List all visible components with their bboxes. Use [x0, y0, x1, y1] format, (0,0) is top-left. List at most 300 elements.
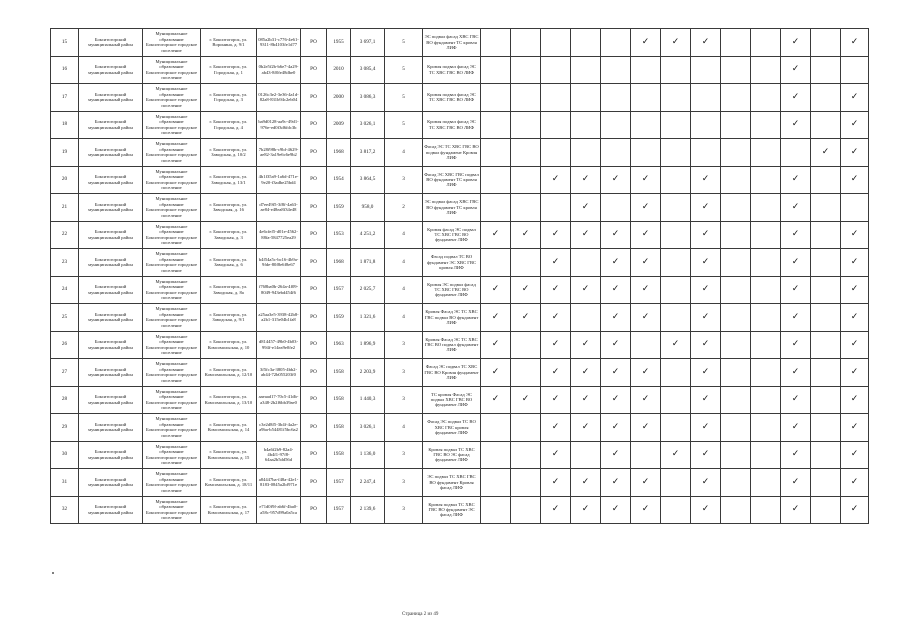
program-cell: РО	[301, 496, 327, 524]
empty-work-cell	[661, 84, 691, 112]
empty-work-cell	[721, 359, 751, 387]
works-list-cell: Фасад ЭС подвал ТС ХВС ГВС ВО Кровля фундамент ЛИФ	[423, 359, 481, 387]
empty-work-cell	[721, 331, 751, 359]
check-mark-icon: ✓	[601, 386, 631, 414]
check-mark-icon: ✓	[841, 496, 869, 524]
empty-work-cell	[751, 386, 781, 414]
address-cell: г. Бокситогорск, ул. Заводская, д. 9/1	[201, 304, 257, 332]
check-mark-icon: ✓	[691, 166, 721, 194]
empty-work-cell	[511, 469, 541, 497]
area-cell: 2 139,6	[351, 496, 385, 524]
empty-work-cell	[661, 359, 691, 387]
table-row	[51, 414, 869, 442]
area-cell: 3 864,5	[351, 166, 385, 194]
address-cell: г. Бокситогорск, ул. Городская, д. 1	[201, 56, 257, 84]
area-cell: 1 440,3	[351, 386, 385, 414]
empty-work-cell	[601, 56, 631, 84]
floors-cell: 4	[385, 249, 423, 277]
check-mark-icon: ✓	[541, 331, 571, 359]
empty-work-cell	[751, 469, 781, 497]
address-cell: г. Бокситогорск, ул. Комсомольская, д. 18/11	[201, 469, 257, 497]
empty-work-cell	[751, 166, 781, 194]
district-cell: Бокситогорский муниципальный район	[79, 221, 143, 249]
check-mark-icon: ✓	[841, 441, 869, 469]
empty-work-cell	[751, 84, 781, 112]
check-mark-icon: ✓	[631, 386, 661, 414]
floors-cell: 3	[385, 359, 423, 387]
empty-work-cell	[661, 469, 691, 497]
row-number: 15	[51, 29, 79, 57]
check-mark-icon: ✓	[631, 29, 661, 57]
row-number: 21	[51, 194, 79, 222]
check-mark-icon: ✓	[631, 249, 661, 277]
district-cell: Бокситогорский муниципальный район	[79, 414, 143, 442]
floors-cell: 4	[385, 414, 423, 442]
table-row	[51, 84, 869, 112]
table-row	[51, 469, 869, 497]
year-cell: 1957	[327, 469, 351, 497]
empty-work-cell	[721, 249, 751, 277]
check-mark-icon: ✓	[781, 276, 811, 304]
check-mark-icon: ✓	[631, 166, 661, 194]
check-mark-icon: ✓	[691, 386, 721, 414]
year-cell: 1958	[327, 386, 351, 414]
area-cell: 958,0	[351, 194, 385, 222]
year-cell: 1959	[327, 194, 351, 222]
year-cell: 1957	[327, 496, 351, 524]
address-cell: г. Бокситогорск, ул. Городская, д. 4	[201, 111, 257, 139]
district-cell: Бокситогорский муниципальный район	[79, 249, 143, 277]
empty-work-cell	[661, 386, 691, 414]
house-id-cell: f768ba0b-264a-4f09-8049-943ebd454f6	[257, 276, 301, 304]
area-cell: 1 321,6	[351, 304, 385, 332]
check-mark-icon: ✓	[781, 29, 811, 57]
house-id-cell: 3f5fc3a-3805-4bb2-ab44-72b055203f0	[257, 359, 301, 387]
row-number: 31	[51, 469, 79, 497]
empty-work-cell	[661, 194, 691, 222]
empty-work-cell	[811, 56, 841, 84]
check-mark-icon: ✓	[841, 414, 869, 442]
floors-cell: 4	[385, 221, 423, 249]
empty-work-cell	[601, 111, 631, 139]
year-cell: 1968	[327, 249, 351, 277]
table-row	[51, 441, 869, 469]
area-cell: 4 251,2	[351, 221, 385, 249]
empty-work-cell	[811, 84, 841, 112]
district-cell: Бокситогорский муниципальный район	[79, 304, 143, 332]
program-cell: РО	[301, 304, 327, 332]
year-cell: 1957	[327, 276, 351, 304]
empty-work-cell	[751, 359, 781, 387]
house-id-cell: aaeaad17-70c5-41db-a348-2b2f6bb39ae0	[257, 386, 301, 414]
year-cell: 2010	[327, 56, 351, 84]
empty-work-cell	[511, 359, 541, 387]
empty-work-cell	[571, 111, 601, 139]
empty-work-cell	[691, 139, 721, 167]
empty-work-cell	[511, 139, 541, 167]
empty-work-cell	[661, 249, 691, 277]
empty-work-cell	[541, 56, 571, 84]
row-number: 19	[51, 139, 79, 167]
address-cell: г. Бокситогорск, ул. Заводская, д. 13/1	[201, 166, 257, 194]
program-cell: РО	[301, 276, 327, 304]
address-cell: г. Бокситогорск, ул. Комсомольская, д. 13/10	[201, 386, 257, 414]
row-number: 27	[51, 359, 79, 387]
program-cell: РО	[301, 139, 327, 167]
year-cell: 1968	[327, 139, 351, 167]
empty-work-cell	[481, 249, 511, 277]
house-id-cell: b4a6f2b9-82a4-4b4f1-97f8-64aa2b5dd56d	[257, 441, 301, 469]
empty-work-cell	[721, 29, 751, 57]
district-cell: Бокситогорский муниципальный район	[79, 139, 143, 167]
empty-work-cell	[751, 441, 781, 469]
check-mark-icon: ✓	[691, 414, 721, 442]
floors-cell: 3	[385, 331, 423, 359]
owner-cell: Муниципальное образование Бокситогорское городское поселение	[143, 359, 201, 387]
check-mark-icon: ✓	[841, 111, 869, 139]
check-mark-icon: ✓	[571, 386, 601, 414]
owner-cell: Муниципальное образование Бокситогорское городское поселение	[143, 111, 201, 139]
check-mark-icon: ✓	[811, 139, 841, 167]
year-cell: 1958	[327, 414, 351, 442]
empty-work-cell	[541, 29, 571, 57]
check-mark-icon: ✓	[601, 441, 631, 469]
empty-work-cell	[721, 276, 751, 304]
empty-work-cell	[751, 249, 781, 277]
floors-cell: 4	[385, 139, 423, 167]
row-number: 22	[51, 221, 79, 249]
check-mark-icon: ✓	[541, 249, 571, 277]
floors-cell: 3	[385, 441, 423, 469]
empty-work-cell	[601, 194, 631, 222]
row-number: 32	[51, 496, 79, 524]
check-mark-icon: ✓	[841, 276, 869, 304]
check-mark-icon: ✓	[571, 194, 601, 222]
empty-work-cell	[571, 84, 601, 112]
floors-cell: 3	[385, 166, 423, 194]
year-cell: 1959	[327, 304, 351, 332]
empty-work-cell	[721, 84, 751, 112]
check-mark-icon: ✓	[781, 386, 811, 414]
empty-work-cell	[751, 414, 781, 442]
check-mark-icon: ✓	[541, 166, 571, 194]
empty-work-cell	[721, 139, 751, 167]
empty-work-cell	[511, 441, 541, 469]
check-mark-icon: ✓	[541, 469, 571, 497]
table-row	[51, 359, 869, 387]
area-cell: 3 697,1	[351, 29, 385, 57]
check-mark-icon: ✓	[781, 84, 811, 112]
check-mark-icon: ✓	[841, 331, 869, 359]
program-cell: РО	[301, 249, 327, 277]
program-cell: РО	[301, 386, 327, 414]
check-mark-icon: ✓	[661, 331, 691, 359]
owner-cell: Муниципальное образование Бокситогорское городское поселение	[143, 276, 201, 304]
check-mark-icon: ✓	[781, 56, 811, 84]
district-cell: Бокситогорский муниципальный район	[79, 441, 143, 469]
check-mark-icon: ✓	[601, 496, 631, 524]
house-id-cell: 4b1f35a9-1a6d-471e-9e20-f3adbe25bd4	[257, 166, 301, 194]
empty-work-cell	[571, 29, 601, 57]
empty-work-cell	[571, 249, 601, 277]
house-id-cell: 0126c3e2-3e36-4a1d-82a8-831b94c2eb04	[257, 84, 301, 112]
empty-work-cell	[661, 166, 691, 194]
house-id-cell: a84447ba-f48a-42e1-8183-0845a2bf971e	[257, 469, 301, 497]
district-cell: Бокситогорский муниципальный район	[79, 194, 143, 222]
floors-cell: 2	[385, 194, 423, 222]
works-list-cell: Кровля подвал ТС ХВС ГВС ВО ЭС фасад фундамент ЛИФ	[423, 441, 481, 469]
row-number: 29	[51, 414, 79, 442]
check-mark-icon: ✓	[601, 249, 631, 277]
empty-work-cell	[601, 29, 631, 57]
floors-cell: 3	[385, 386, 423, 414]
check-mark-icon: ✓	[781, 414, 811, 442]
table-row	[51, 496, 869, 524]
check-mark-icon: ✓	[841, 249, 869, 277]
program-cell: РО	[301, 441, 327, 469]
empty-work-cell	[541, 139, 571, 167]
owner-cell: Муниципальное образование Бокситогорское городское поселение	[143, 139, 201, 167]
row-number: 28	[51, 386, 79, 414]
program-cell: РО	[301, 166, 327, 194]
check-mark-icon: ✓	[601, 331, 631, 359]
area-cell: 2 203,9	[351, 359, 385, 387]
empty-work-cell	[511, 414, 541, 442]
house-id-cell: d814457-49b0-4b03-994f-e14ea9e0fe2	[257, 331, 301, 359]
empty-work-cell	[811, 331, 841, 359]
empty-work-cell	[661, 139, 691, 167]
house-id-cell: ba9d0128-aa9c-49d1-976e-ed0f3d6fdc3b	[257, 111, 301, 139]
check-mark-icon: ✓	[481, 304, 511, 332]
empty-work-cell	[481, 469, 511, 497]
check-mark-icon: ✓	[541, 441, 571, 469]
check-mark-icon: ✓	[601, 469, 631, 497]
empty-work-cell	[541, 194, 571, 222]
floors-cell: 3	[385, 469, 423, 497]
check-mark-icon: ✓	[541, 496, 571, 524]
check-mark-icon: ✓	[571, 276, 601, 304]
house-id-cell: e71d0f9f-ab6f-4ba0-a58c-957d99a0a5ca	[257, 496, 301, 524]
empty-work-cell	[811, 29, 841, 57]
works-list-cell: Кровля Фасад ЭС ТС ХВС ГВС ВО подвал фундамент ЛИФ	[423, 331, 481, 359]
program-cell: РО	[301, 414, 327, 442]
owner-cell: Муниципальное образование Бокситогорское городское поселение	[143, 304, 201, 332]
house-id-cell: 085a2b31-c776-4e61-9311-8b4103fe1d77	[257, 29, 301, 57]
check-mark-icon: ✓	[631, 359, 661, 387]
check-mark-icon: ✓	[541, 414, 571, 442]
empty-work-cell	[721, 111, 751, 139]
works-list-cell: Кровля подвал фасад ЭС ТС ХВС ГВС ВО ЛИФ	[423, 84, 481, 112]
check-mark-icon: ✓	[481, 331, 511, 359]
check-mark-icon: ✓	[571, 221, 601, 249]
area-cell: 2 247,4	[351, 469, 385, 497]
check-mark-icon: ✓	[481, 386, 511, 414]
works-list-cell: ЭС подвал фасад ХВС ГВС ВО фундамент ТС кровля ЛИФ	[423, 194, 481, 222]
district-cell: Бокситогорский муниципальный район	[79, 56, 143, 84]
works-list-cell: Фасад ЭС ТС ХВС ГВС ВО подвал фундамент Кровля ЛИФ	[423, 139, 481, 167]
district-cell: Бокситогорский муниципальный район	[79, 386, 143, 414]
empty-work-cell	[721, 469, 751, 497]
empty-work-cell	[511, 56, 541, 84]
housing-register-table	[50, 28, 869, 524]
row-number: 23	[51, 249, 79, 277]
address-cell: г. Бокситогорск, ул. Заводская, д. 16	[201, 194, 257, 222]
house-id-cell: a25aa3e5-3938-42b8-a2b1-315e04b1fa8	[257, 304, 301, 332]
empty-work-cell	[661, 304, 691, 332]
empty-work-cell	[631, 84, 661, 112]
area-cell: 1 871,8	[351, 249, 385, 277]
check-mark-icon: ✓	[571, 469, 601, 497]
owner-cell: Муниципальное образование Бокситогорское городское поселение	[143, 249, 201, 277]
check-mark-icon: ✓	[571, 331, 601, 359]
district-cell: Бокситогорский муниципальный район	[79, 359, 143, 387]
empty-work-cell	[811, 304, 841, 332]
check-mark-icon: ✓	[841, 469, 869, 497]
check-mark-icon: ✓	[841, 359, 869, 387]
empty-work-cell	[511, 84, 541, 112]
area-cell: 1 896,9	[351, 331, 385, 359]
row-number: 17	[51, 84, 79, 112]
works-list-cell: Кровля Фасад ЭС ТС ХВС ГВС подвал ВО фундамент ЛИФ	[423, 304, 481, 332]
check-mark-icon: ✓	[631, 304, 661, 332]
check-mark-icon: ✓	[781, 194, 811, 222]
empty-work-cell	[841, 194, 869, 222]
works-list-cell: Кровля подвал фасад ЭС ТС ХВС ГВС ВО ЛИФ	[423, 111, 481, 139]
check-mark-icon: ✓	[841, 29, 869, 57]
empty-work-cell	[571, 139, 601, 167]
empty-work-cell	[751, 139, 781, 167]
empty-work-cell	[661, 496, 691, 524]
empty-work-cell	[811, 359, 841, 387]
owner-cell: Муниципальное образование Бокситогорское городское поселение	[143, 56, 201, 84]
district-cell: Бокситогорский муниципальный район	[79, 29, 143, 57]
district-cell: Бокситогорский муниципальный район	[79, 496, 143, 524]
house-id-cell: 7b28f98b-c9bf-4629-ae82-3a19e6c6e9b2	[257, 139, 301, 167]
check-mark-icon: ✓	[691, 194, 721, 222]
check-mark-icon: ✓	[631, 469, 661, 497]
empty-work-cell	[751, 111, 781, 139]
empty-work-cell	[721, 56, 751, 84]
check-mark-icon: ✓	[631, 221, 661, 249]
check-mark-icon: ✓	[691, 249, 721, 277]
empty-work-cell	[751, 29, 781, 57]
empty-work-cell	[781, 139, 811, 167]
empty-work-cell	[481, 166, 511, 194]
empty-work-cell	[841, 56, 869, 84]
address-cell: г. Бокситогорск, ул. Заводская, д. 10/2	[201, 139, 257, 167]
owner-cell: Муниципальное образование Бокситогорское городское поселение	[143, 469, 201, 497]
check-mark-icon: ✓	[841, 386, 869, 414]
owner-cell: Муниципальное образование Бокситогорское городское поселение	[143, 221, 201, 249]
check-mark-icon: ✓	[541, 304, 571, 332]
district-cell: Бокситогорский муниципальный район	[79, 111, 143, 139]
empty-work-cell	[601, 139, 631, 167]
works-list-cell: ЭС подвал фасад ХВС ГВС ВО фундамент ТС кровля ЛИФ	[423, 29, 481, 57]
table-row	[51, 56, 869, 84]
program-cell: РО	[301, 111, 327, 139]
check-mark-icon: ✓	[691, 276, 721, 304]
area-cell: 1 136,0	[351, 441, 385, 469]
floors-cell: 5	[385, 29, 423, 57]
check-mark-icon: ✓	[781, 249, 811, 277]
check-mark-icon: ✓	[781, 221, 811, 249]
empty-work-cell	[481, 139, 511, 167]
works-list-cell: Кровля фасад ЭС подвал ТС ХВС ГВС ВО фундамент ЛИФ	[423, 221, 481, 249]
empty-work-cell	[631, 441, 661, 469]
empty-work-cell	[811, 194, 841, 222]
table-row	[51, 331, 869, 359]
check-mark-icon: ✓	[601, 221, 631, 249]
area-cell: 3 026,1	[351, 414, 385, 442]
address-cell: г. Бокситогорск, ул. Комсомольская, д. 12/10	[201, 359, 257, 387]
empty-work-cell	[721, 386, 751, 414]
empty-work-cell	[571, 304, 601, 332]
table-row	[51, 386, 869, 414]
check-mark-icon: ✓	[631, 414, 661, 442]
empty-work-cell	[481, 194, 511, 222]
empty-work-cell	[721, 304, 751, 332]
district-cell: Бокситогорский муниципальный район	[79, 469, 143, 497]
table-row	[51, 194, 869, 222]
owner-cell: Муниципальное образование Бокситогорское городское поселение	[143, 441, 201, 469]
empty-work-cell	[511, 111, 541, 139]
empty-work-cell	[721, 414, 751, 442]
check-mark-icon: ✓	[691, 359, 721, 387]
floors-cell: 4	[385, 276, 423, 304]
check-mark-icon: ✓	[481, 276, 511, 304]
empty-work-cell	[721, 496, 751, 524]
check-mark-icon: ✓	[601, 166, 631, 194]
check-mark-icon: ✓	[511, 221, 541, 249]
floors-cell: 5	[385, 84, 423, 112]
address-cell: г. Бокситогорск, ул. Заводская, д. 8а	[201, 276, 257, 304]
empty-work-cell	[811, 111, 841, 139]
year-cell: 1963	[327, 331, 351, 359]
check-mark-icon: ✓	[541, 276, 571, 304]
row-number: 26	[51, 331, 79, 359]
empty-work-cell	[661, 221, 691, 249]
check-mark-icon: ✓	[841, 304, 869, 332]
empty-work-cell	[541, 111, 571, 139]
owner-cell: Муниципальное образование Бокситогорское городское поселение	[143, 386, 201, 414]
owner-cell: Муниципальное образование Бокситогорское городское поселение	[143, 331, 201, 359]
works-list-cell: ТС кровля Фасад ЭС подвал ХВС ГВС ВО фундамент ЛИФ	[423, 386, 481, 414]
empty-work-cell	[481, 496, 511, 524]
address-cell: г. Бокситогорск, ул. Воронина, д. 9/1	[201, 29, 257, 57]
check-mark-icon: ✓	[781, 469, 811, 497]
check-mark-icon: ✓	[781, 441, 811, 469]
check-mark-icon: ✓	[511, 386, 541, 414]
empty-work-cell	[691, 111, 721, 139]
check-mark-icon: ✓	[691, 221, 721, 249]
empty-work-cell	[481, 56, 511, 84]
owner-cell: Муниципальное образование Бокситогорское городское поселение	[143, 84, 201, 112]
area-cell: 2 025,7	[351, 276, 385, 304]
owner-cell: Муниципальное образование Бокситогорское городское поселение	[143, 496, 201, 524]
empty-work-cell	[811, 441, 841, 469]
check-mark-icon: ✓	[601, 414, 631, 442]
check-mark-icon: ✓	[601, 359, 631, 387]
empty-work-cell	[811, 469, 841, 497]
district-cell: Бокситогорский муниципальный район	[79, 84, 143, 112]
year-cell: 2009	[327, 111, 351, 139]
house-id-cell: 4e6cfef5-d01e-4562-88fa-5847725ea29	[257, 221, 301, 249]
empty-work-cell	[751, 304, 781, 332]
check-mark-icon: ✓	[691, 304, 721, 332]
address-cell: г. Бокситогорск, ул. Комсомольская, д. 14	[201, 414, 257, 442]
check-mark-icon: ✓	[781, 496, 811, 524]
row-number: 16	[51, 56, 79, 84]
